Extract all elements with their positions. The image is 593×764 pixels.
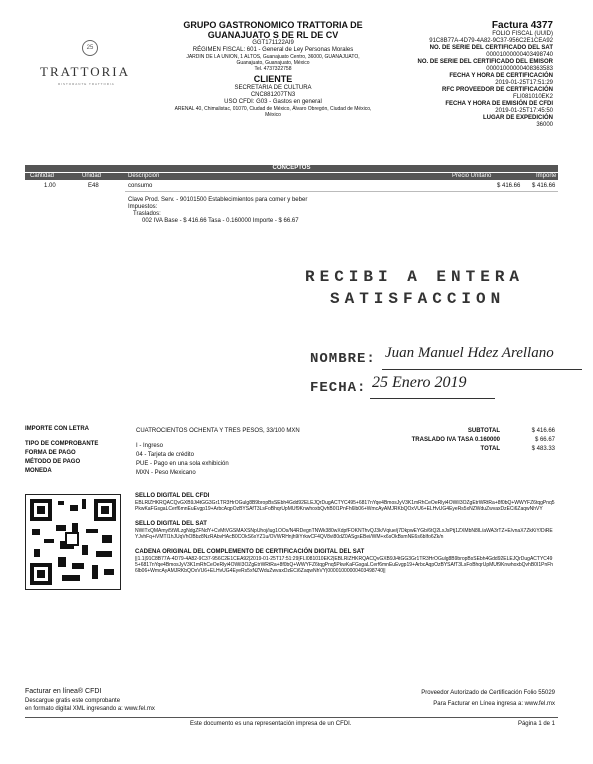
metodo-label: MÉTODO DE PAGO [25, 459, 81, 465]
moneda-label: MONEDA [25, 468, 52, 474]
emision-value: 2019-01-25T17:45:50 [495, 108, 553, 114]
logo-wordmark: TRATTORIA [40, 64, 130, 79]
letra-value: CUATROCIENTOS OCHENTA Y TRES PESOS, 33/100 MXN [136, 428, 300, 434]
emision-label: FECHA Y HORA DE EMISIÓN DE CFDI [445, 101, 553, 107]
issuer-regimen: RÉGIMEN FISCAL: 601 - General de Ley Personas Morales [192, 47, 354, 53]
serie-cert-label: NO. DE SERIE DEL CERTIFICADO DEL SAT [429, 45, 553, 51]
lugar-value: 36000 [536, 122, 553, 128]
rfc-prov-value: FLI081010EK2 [512, 94, 553, 100]
col-descripcion: Descripción [128, 173, 160, 179]
cadena-label: CADENA ORIGINAL DEL COMPLEMENTO DE CERTIFICACIÓN DIGITAL DEL SAT [135, 549, 365, 555]
fecha-signature: 25 Enero 2019 [372, 374, 467, 391]
nombre-line [382, 369, 582, 370]
cert-date-label: FECHA Y HORA DE CERTIFICACIÓN [449, 73, 553, 79]
footer-brand: Facturar en línea® CFDI [25, 688, 102, 695]
forma-label: FORMA DE PAGO [25, 450, 76, 456]
client-heading: CLIENTE [253, 74, 293, 84]
forma-value: 04 - Tarjeta de crédito [136, 452, 194, 458]
row-importe: $ 416.66 [532, 183, 556, 189]
stamp-line-2: SATISFACCION [330, 290, 506, 308]
footer-proveedor: Proveedor Autorizado de Certificación Folio 55029 [421, 690, 555, 696]
col-cantidad: Cantidad [30, 173, 55, 179]
sello-sat-label: SELLO DIGITAL DEL SAT [135, 521, 207, 527]
fecha-line [370, 398, 495, 399]
footer-facturar: Para Facturar en Línea ingresa a: www.fel.mx [433, 701, 555, 707]
traslado-label: TRASLADO IVA TASA 0.160000 [411, 437, 500, 443]
folio-label: FOLIO FISCAL (UUID) [492, 31, 553, 37]
cert-date-value: 2019-01-25T17:51:29 [495, 80, 553, 86]
footer-descarga-2: en formato digital XML ingresando a: www.fel.mx [25, 706, 155, 712]
row-unidad: E48 [88, 183, 99, 189]
total-label: TOTAL [480, 446, 500, 452]
fecha-label: FECHA: [310, 380, 367, 396]
client-uso: USO CFDI: G03 - Gastos en general [224, 99, 322, 105]
logo-monogram: 25 [82, 40, 98, 56]
issuer-block [168, 20, 378, 118]
traslados-label: Traslados: [133, 211, 161, 217]
tipo-value: I - Ingreso [136, 443, 164, 449]
col-unidad: Unidad [82, 173, 102, 179]
metodo-value: PUE - Pago en una sola exhibición [136, 461, 229, 467]
serie-cert-value: 00001000000403498740 [486, 52, 553, 58]
footer-representacion: Este documento es una representación impresa de un CFDI. [190, 721, 352, 727]
sello-cfdi-label: SELLO DIGITAL DEL CFDI [135, 493, 210, 499]
stamp-line-1: RECIBI A ENTERA [305, 268, 525, 286]
issuer-address: JARDIN DE LA UNION, 1 ALTOS, Guanajuato Centro, 36000, GUANAJUATO, [186, 54, 360, 60]
qr-code [25, 494, 121, 590]
cadena-original: ||1.1|91C8B77A-4D79-4A82-9C37-956C2E1CEA92|2019-01-25T17:51:29|FLI081010EK2|EBLRlZHKRQACQvGXB9Ji4tGG3Gr1TR3HrOGulg8B9bropBsSEbh4Gdd92ELEJQrDugACTYC495+6817nYqe4BmosJyV3K1mRhCeOeRlyi4OWiI3OZgEtrWRtRa+8f0bQ+WWYFZ6tqgPnq5PkwKaFGsgaLCerf6mnEuEvgp19+ArbcAqpOzBYSAfT3LsFoBhqrUpMUf9KnwhoxbQvhB0I1PnFh6lb06+WmcAyAMJRKbQOxVU6+ELHvUG4EyeRs5xNZWduZwvaxDzECi6ZaqwNhVY|00001000000403498740|| [135, 556, 554, 574]
page-number: Página 1 de 1 [517, 721, 555, 727]
nombre-signature: Juan Manuel Hdez Arellano [385, 345, 554, 361]
folio-value: 91C8B77A-4D79-4A82-9C37-956C2E1CEA92 [429, 38, 553, 44]
invoice-title: Factura 4377 [491, 20, 553, 31]
col-importe: Importe [536, 173, 557, 179]
invoice-meta [385, 20, 553, 129]
row-cantidad: 1.00 [44, 183, 56, 189]
letra-label: IMPORTE CON LETRA [25, 426, 89, 432]
lugar-label: LUGAR DE EXPEDICIÓN [482, 115, 553, 121]
clave-prod: Clave Prod. Serv. - 90101500 Establecimientos para comer y beber [128, 197, 308, 203]
sello-sat: NWiTxQMAmyi5tWLzgNdgZFNdY+CvMtVGSMAXSNpUhoj/iug1OOs/N4RDegnTNWk380wXdpfFOKNThvQJ3k/Vqiue/j7DkpwEYGb/6tQ2LxJsPtj1ZXMbN8IL/aWA3rTZ+E/vnaX7ZkKiY/DiREYJvhFq+iVMTI1hJUqVhOBbz8NzRAbvHAcB0COkS6xYZ1u/OVWRHnjh9iYrkwCF4QV8vi80dZ0ASgsEBei/WM+x6sOkBsmNE6s6bIfo6Zk/n [135, 528, 553, 540]
impuestos-label: Impuestos: [128, 204, 158, 210]
issuer-name: GRUPO GASTRONOMICO TRATTORIA DE [183, 20, 363, 30]
subtotal-label: SUBTOTAL [467, 428, 500, 434]
issuer-address-2: Guanajuato, Guanajuato, México [236, 60, 310, 66]
traslado-value: $ 66.67 [534, 437, 555, 443]
issuer-phone: Tel. 4737322758 [254, 66, 292, 72]
col-precio: Precio Unitario [452, 173, 492, 179]
sello-cfdi: EBLRlZHKRQACQvGXB9Ji4tGG3Gr1TR3HrOGulg8B9bropBsSEbh4Gdd92ELEJQrDugACTYC495+6817nYqe4BmosJyV3K1mRhCeOeRlyi4OWiI3OZgEtrWRtRa+8f0bQ+WWYFZ6tqgPnq5PkwKaFGsgaLCerf6mnEuEvgp19+ArbcAqpOzBYSAfT3LsFoBhqrUpMUf9KnwhoxbQvhB0I1PnFh6lb06+WmcAyAMJRKbQOxVU6+ELHvUG4EyeRs5xNZWduZwvaxDzECi6ZaqwNhVY [135, 500, 555, 512]
row-precio: $ 416.66 [497, 183, 521, 189]
row-divider [125, 191, 558, 192]
serie-emisor-value: 00001000000408363583 [486, 66, 553, 72]
rfc-prov-label: RFC PROVEEDOR DE CERTIFICACIÓN [441, 87, 553, 93]
row-descripcion: consumo [128, 183, 153, 189]
subtotal-value: $ 416.66 [531, 428, 555, 434]
issuer-rfc: GGT171122AI9 [252, 40, 294, 46]
client-address-2: México [265, 112, 281, 118]
total-value: $ 483.33 [531, 446, 555, 452]
footer-divider [25, 717, 558, 718]
concepts-bar: CONCEPTOS [25, 165, 558, 172]
client-address: ARENAL 40, Chimalistac, 01070, Ciudad de México, Álvaro Obregón, Ciudad de México, [174, 106, 372, 112]
client-rfc: CNC881207TN3 [250, 92, 296, 98]
issuer-name-2: GUANAJUATO S DE RL DE CV [207, 30, 339, 40]
serie-emisor-label: NO. DE SERIE DEL CERTIFICADO DEL EMISOR [417, 59, 553, 65]
nombre-label: NOMBRE: [310, 351, 376, 367]
logo-subtitle: RISTORANTE TRATTORIA [58, 82, 115, 86]
moneda-value: MXN - Peso Mexicano [136, 470, 196, 476]
client-name: SECRETARIA DE CULTURA [234, 85, 312, 91]
footer-descarga: Descargue gratis este comprobante [25, 698, 121, 704]
iva-detail: 002 IVA Base - $ 416.66 Tasa - 0.160000 Importe - $ 66.67 [142, 218, 299, 224]
tipo-label: TIPO DE COMPROBANTE [25, 441, 99, 447]
seals-block [135, 493, 555, 580]
